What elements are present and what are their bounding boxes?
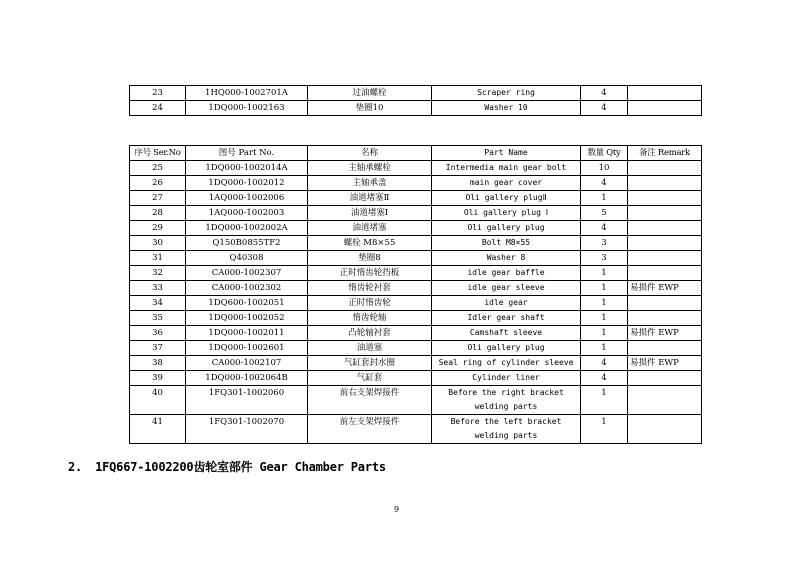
- cell-ser-no: 39: [130, 371, 186, 386]
- cell-name-cn: 惰齿轮衬套: [308, 281, 432, 296]
- cell-ser-no: 33: [130, 281, 186, 296]
- table-row: [130, 206, 702, 221]
- cell-ser-no: 32: [130, 266, 186, 281]
- cell-name-cn: 正时惰齿轮: [308, 296, 432, 311]
- cell-name-cn: 前左支架焊接件: [308, 415, 432, 444]
- header-name-cn: 名称: [308, 146, 432, 161]
- table-row: [130, 101, 702, 116]
- table-row: [130, 236, 702, 251]
- cell-part-name: Oli gallery plug: [432, 341, 581, 356]
- cell-part-no: 1FQ301-1002060: [186, 386, 308, 415]
- table-row: [130, 341, 702, 356]
- cell-part-name: Cylinder liner: [432, 371, 581, 386]
- section-number: 2.: [68, 460, 83, 474]
- cell-name-cn: 凸轮轴衬套: [308, 326, 432, 341]
- parts-table-continued: [129, 85, 702, 116]
- cell-remark: [628, 176, 702, 191]
- cell-qty: 1: [581, 386, 628, 415]
- cell-ser-no: 28: [130, 206, 186, 221]
- cell-ser-no: 35: [130, 311, 186, 326]
- header-part-name: Part Name: [432, 146, 581, 161]
- table-row: [130, 221, 702, 236]
- cell-part-no: 1AQ000-1002003: [186, 206, 308, 221]
- cell-name-cn: 螺栓 M8×55: [308, 236, 432, 251]
- cell-name-cn: 油道塞: [308, 341, 432, 356]
- cell-part-no: 1DQ600-1002051: [186, 296, 308, 311]
- header-ser-no: 序号 Ser.No: [130, 146, 186, 161]
- cell-remark: [628, 341, 702, 356]
- cell-ser-no: 25: [130, 161, 186, 176]
- table-row: [130, 86, 702, 101]
- table-row: [130, 191, 702, 206]
- cell-part-name: Oli gallery plug Ⅰ: [432, 206, 581, 221]
- table-row: [130, 161, 702, 176]
- table-row: [130, 415, 702, 444]
- cell-remark: [628, 296, 702, 311]
- cell-part-name: Before the right bracket welding parts: [432, 386, 581, 415]
- table-row: [130, 251, 702, 266]
- cell-part-name: Camshaft sleeve: [432, 326, 581, 341]
- section-heading: [68, 458, 392, 475]
- cell-remark: [628, 206, 702, 221]
- table-row: [130, 311, 702, 326]
- cell-part-name: Bolt M8×55: [432, 236, 581, 251]
- cell-part-name: idle gear sleeve: [432, 281, 581, 296]
- cell-qty: 3: [581, 236, 628, 251]
- cell-remark: [628, 311, 702, 326]
- cell-ser-no: 29: [130, 221, 186, 236]
- cell-ser-no: 36: [130, 326, 186, 341]
- cell-qty: 3: [581, 251, 628, 266]
- cell-remark: [628, 161, 702, 176]
- cell-ser-no: 30: [130, 236, 186, 251]
- table-row: [130, 326, 702, 341]
- cell-part-no: CA000-1002307: [186, 266, 308, 281]
- cell-remark: 易损件 EWP: [628, 281, 702, 296]
- cell-name-cn: 主轴承盖: [308, 176, 432, 191]
- cell-part-no: 1DQ000-1002002A: [186, 221, 308, 236]
- cell-ser-no: 23: [130, 86, 186, 101]
- cell-remark: [628, 221, 702, 236]
- cell-name-cn: 油道堵塞Ⅰ: [308, 206, 432, 221]
- cell-part-no: 1DQ000-1002012: [186, 176, 308, 191]
- cell-name-cn: 惰齿轮轴: [308, 311, 432, 326]
- cell-ser-no: 40: [130, 386, 186, 415]
- cell-remark: 易损件 EWP: [628, 356, 702, 371]
- cell-qty: 1: [581, 341, 628, 356]
- cell-part-name: Idler gear shaft: [432, 311, 581, 326]
- cell-qty: 4: [581, 221, 628, 236]
- table-row: [130, 281, 702, 296]
- header-remark: 备注 Remark: [628, 146, 702, 161]
- page-number: 9: [393, 505, 400, 514]
- cell-remark: [628, 386, 702, 415]
- table-row: [130, 296, 702, 311]
- cell-name-cn: 正时惰齿轮挡板: [308, 266, 432, 281]
- cell-part-no: 1DQ000-1002011: [186, 326, 308, 341]
- cell-remark: [628, 86, 702, 101]
- cell-qty: 1: [581, 311, 628, 326]
- cell-part-name: Scraper ring: [432, 86, 581, 101]
- table-header-row: [130, 146, 702, 161]
- table-row: [130, 386, 702, 415]
- cell-remark: [628, 236, 702, 251]
- cell-ser-no: 38: [130, 356, 186, 371]
- cell-qty: 4: [581, 176, 628, 191]
- cell-qty: 1: [581, 326, 628, 341]
- cell-remark: [628, 191, 702, 206]
- cell-remark: [628, 415, 702, 444]
- cell-part-no: 1DQ000-1002163: [186, 101, 308, 116]
- cell-remark: 易损件 EWP: [628, 326, 702, 341]
- header-qty: 数量 Qty: [581, 146, 628, 161]
- cell-part-no: Q40308: [186, 251, 308, 266]
- cell-part-name: idle gear: [432, 296, 581, 311]
- cell-name-cn: 气缸套: [308, 371, 432, 386]
- cell-name-cn: 气缸套封水圈: [308, 356, 432, 371]
- cell-name-cn: 主轴承螺栓: [308, 161, 432, 176]
- cell-name-cn: 垫圈10: [308, 101, 432, 116]
- cell-part-name: Oli gallery plugⅡ: [432, 191, 581, 206]
- cell-part-name: Washer 8: [432, 251, 581, 266]
- cell-part-no: 1DQ000-1002014A: [186, 161, 308, 176]
- cell-remark: [628, 371, 702, 386]
- cell-qty: 1: [581, 415, 628, 444]
- cell-name-cn: 前右支架焊接件: [308, 386, 432, 415]
- cell-ser-no: 34: [130, 296, 186, 311]
- cell-part-name: Oli gallery plug: [432, 221, 581, 236]
- cell-name-cn: 油道堵塞Ⅱ: [308, 191, 432, 206]
- cell-ser-no: 24: [130, 101, 186, 116]
- cell-remark: [628, 101, 702, 116]
- cell-part-no: CA000-1002107: [186, 356, 308, 371]
- cell-part-name: Washer 10: [432, 101, 581, 116]
- cell-part-name: idle gear baffle: [432, 266, 581, 281]
- cell-part-name: Seal ring of cylinder sleeve: [432, 356, 581, 371]
- cell-name-cn: 过油螺栓: [308, 86, 432, 101]
- header-part-no: 图号 Part No.: [186, 146, 308, 161]
- cell-part-no: 1DQ000-1002064B: [186, 371, 308, 386]
- table-row: [130, 356, 702, 371]
- cell-ser-no: 27: [130, 191, 186, 206]
- cell-part-no: 1HQ000-1002701A: [186, 86, 308, 101]
- cell-qty: 5: [581, 206, 628, 221]
- cell-qty: 1: [581, 296, 628, 311]
- cell-qty: 1: [581, 191, 628, 206]
- cell-qty: 4: [581, 356, 628, 371]
- cell-ser-no: 41: [130, 415, 186, 444]
- cell-part-name: Intermedia main gear bolt: [432, 161, 581, 176]
- cell-part-no: CA000-1002302: [186, 281, 308, 296]
- cell-part-no: 1DQ000-1002601: [186, 341, 308, 356]
- table-row: [130, 371, 702, 386]
- cell-ser-no: 26: [130, 176, 186, 191]
- cell-part-no: 1FQ301-1002070: [186, 415, 308, 444]
- table-row: [130, 266, 702, 281]
- parts-table: [129, 145, 702, 444]
- cell-part-name: main gear cover: [432, 176, 581, 191]
- cell-part-name: Before the left bracket welding parts: [432, 415, 581, 444]
- cell-qty: 4: [581, 86, 628, 101]
- cell-part-no: 1AQ000-1002006: [186, 191, 308, 206]
- cell-remark: [628, 251, 702, 266]
- cell-qty: 1: [581, 266, 628, 281]
- cell-qty: 4: [581, 371, 628, 386]
- cell-name-cn: 油道堵塞: [308, 221, 432, 236]
- cell-part-no: 1DQ000-1002052: [186, 311, 308, 326]
- cell-part-no: Q150B0855TF2: [186, 236, 308, 251]
- cell-ser-no: 31: [130, 251, 186, 266]
- cell-ser-no: 37: [130, 341, 186, 356]
- cell-name-cn: 垫圈8: [308, 251, 432, 266]
- cell-qty: 4: [581, 101, 628, 116]
- section-title: 1FQ667-1002200齿轮室部件 Gear Chamber Parts: [95, 460, 386, 474]
- cell-remark: [628, 266, 702, 281]
- table-row: [130, 176, 702, 191]
- cell-qty: 1: [581, 281, 628, 296]
- cell-qty: 10: [581, 161, 628, 176]
